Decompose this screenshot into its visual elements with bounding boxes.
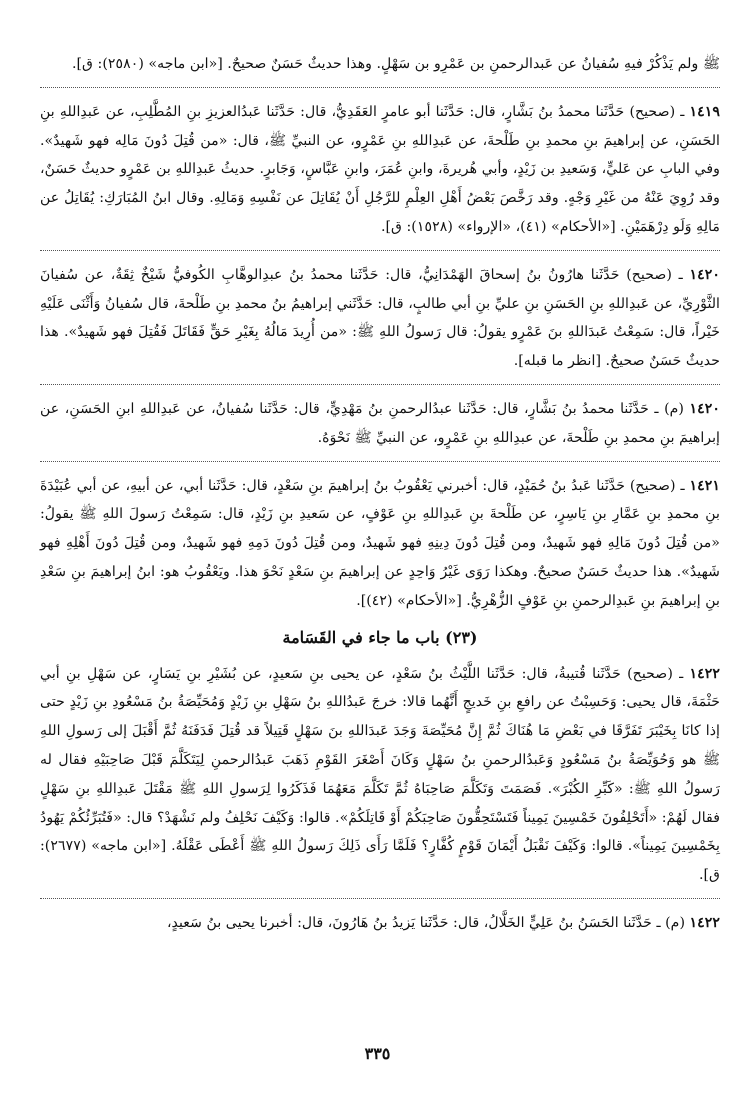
- hadith-1421: ١٤٢١ ـ (صحيح) حَدَّثَنا عَبدُ بنُ حُمَيْدٍ، قال: أخبرني يَعْقُوبُ بنُ إبراهيمَ بنِ سَعْدٍ، قال: حَدَّثَنا أبي، عن أبيهِ، عن أبي عُبَيْدَةَ بنِ محمدِ بنِ عَمَّارِ بنِ يَاسِرٍ، عن طَلْحةَ بنِ عَبدِاللهِ بنِ عَوْفٍ، عن سَعيدِ بنِ زَيْدٍ، قال: سَمِعْتُ رَسولَ اللهِ ﷺ يقولُ: «من قُتِلَ دُونَ مَالِهِ فهو شَهيدٌ، ومن قُتِلَ دُونَ دِينِهِ فهو شَهيدٌ، ومن قُتِلَ دُونَ دَمِهِ فهو شَهيدٌ، ومن قُتِلَ دُونَ أَهْلِهِ فهو شَهيدٌ». هذا حديثٌ حَسَنٌ صحيحٌ. وهكذا رَوَى غَيْرُ وَاحِدٍ عن إبراهيمَ بنِ سَعْدٍ نَحْوَ هذا. ويَعْقُوبُ هو: ابنُ إبراهيمَ بنِ سَعْدِ بنِ إبراهيمَ بنِ عَبدِالرحمنِ بنِ عَوْفٍ الزُّهْرِيُّ. [«الأحكام» (٤٢)].: [40, 477, 720, 609]
- hadith-number: ١٤٢١: [689, 477, 720, 494]
- hadith-number: ١٤٢٠: [689, 266, 721, 283]
- hadith-number: ١٤٢٢: [689, 665, 720, 682]
- hadith-1419: ١٤١٩ ـ (صحيح) حَدَّثَنا محمدُ بنُ بَشَّارٍ، قال: حَدَّثَنا أبو عامرٍ العَقَدِيُّ، قال: حَدَّثَنا عَبدُالعزيزِ بنِ المُطَّلِبِ، عن عَبدِاللهِ بنِ الحَسَنِ، عن إبراهيمَ بنِ محمدِ بنِ طَلْحةَ، عن عَبدِاللهِ بنِ عَمْرٍو، عن النبيِّ ﷺ، قال: «من قُتِلَ دُونَ مَالِه فهو شَهيدٌ». وفي البابِ عن عَليٍّ، وَسَعيدِ بن زَيْدٍ، وأبي هُريرةَ، وابنِ عُمَرَ، وابنِ عَبَّاسٍ، وَجَابرٍ. حديثُ عَبدِاللهِ بن عَمْرٍو حديثٌ حَسَنٌ، وقد رُوِيَ عَنْهُ من غَيْرِ وَجْهٍ. وقد رَخَّصَ بَعْضُ أَهْلِ العِلْمِ للرَّجُلِ أَنْ يُقَاتِلَ عن نَفْسِهِ وَمَالِهِ. وقال ابنُ المُبَارَكِ: يُقَاتِلُ عن مَالِهِ وَلَو دِرْهَمَيْنِ. [«الأحكام» (٤١)، «الإرواء» (١٥٢٨): ق].: [40, 103, 721, 235]
- hadith-1422-m: ١٤٢٢ (م) ـ حَدَّثَنا الحَسَنُ بنُ عَلِيٍّ الخَلَّالُ، قال: حَدَّثَنا يَزيدُ بنُ هَارُونَ، قال: أخبرنا يحيى بنُ سَعيدٍ،: [166, 914, 720, 931]
- hadith-text: حَدَّثَنا قُتيبةُ، قال: حَدَّثَنا اللَّيْثُ بنُ سَعْدٍ، عن يحيى بنِ سَعيدٍ، عن بُشَيْرِ بنِ يَسَارٍ، عن سَهْلِ بنِ أبي حَثْمَةَ، قال يحيى: وَحَسِبْتُ عن رافعِ بنِ خَديجٍ أَنَّهُما قالا: خرجَ عَبدُاللهِ بنُ سَهْلِ بنِ زَيْدٍ وَمُحَيِّصَةُ بنُ مَسْعُودِ بنِ زَيْدٍ حتى إذا كانَا بِخَيْبَرَ تَفَرَّقَا في بَعْضِ مَا هُنَاكَ ثُمَّ إِنَّ مُحَيِّصَةَ وَجَدَ عَبدَاللهِ بنَ سَهْلٍ قَتِيلاً قد قُتِلَ فَدَفَنَهُ ثُمَّ أَقْبَلَ إلى رَسولِ اللهِ ﷺ هو وَحُوَيِّصَةُ بنُ مَسْعُودٍ وَعَبدُالرحمنِ بنُ سَهْلٍ وَكَانَ أَصْغَرَ القَوْمِ ذَهَبَ عَبدُالرحمنِ لِيَتَكَلَّمَ قَبْلَ صَاحِبَيْهِ فقال له رَسولُ اللهِ ﷺ: «كَبِّرِ الكُبْرَ». فَصَمَتَ وَتَكَلَّمَ صَاحِبَاهُ ثُمَّ تَكَلَّمَ مَعَهُمَا فَذَكَرُوا لِرَسولِ اللهِ ﷺ مَقْتَلَ عَبدِاللهِ بنِ سَهْلٍ فقال لَهُمْ: «أَتَحْلِفُونَ خَمْسِينَ يَمِيناً فَتَسْتَحِقُّونَ صَاحِبَكُمْ أَوْ قَاتِلَكُمْ». قالوا: وَكَيْفَ نَحْلِفُ ولم نَشْهَدْ؟ قال: «فَتُبَرِّئُكُمْ يَهُودُ بِخَمْسِينَ يَمِيناً». قالوا: وَكَيْفَ نَقْبَلُ أَيْمَانَ قَوْمٍ كُفَّارٍ؟ فَلَمَّا رَأَى ذَلِكَ رَسولُ اللهِ ﷺ أَعْطَى عَقْلَهُ. [«ابن ماجه» (٢٦٧٧): ق].: [40, 665, 720, 884]
- hadith-text: حَدَّثَنا الحَسَنُ بنُ عَلِيٍّ الخَلَّالُ، قال: حَدَّثَنا يَزيدُ بنُ هَارُونَ، قال: أخبرنا يحيى بنُ سَعيدٍ،: [166, 914, 652, 931]
- page-number: ٣٣٥: [364, 1044, 391, 1063]
- hadith-grade: (م): [664, 400, 684, 417]
- paragraph-text: ﷺ ولم يَذْكُرْ فيهِ سُفيانُ عن عَبدالرحمنِ بن عَمْرِو بن سَهْلٍ. وهذا حديثٌ حَسَنٌ صحيحٌ. [«ابن ماجه» (٢٥٨٠): ق].: [71, 56, 720, 72]
- hadith-number: ١٤٢٠: [689, 400, 720, 417]
- divider: [40, 87, 720, 88]
- hadith-number: ١٤٢٢: [689, 914, 720, 931]
- hadith-text: حَدَّثَنا عَبدُ بنُ حُمَيْدٍ، قال: أخبرني يَعْقُوبُ بنُ إبراهيمَ بنِ سَعْدٍ، قال: حَدَّثَنا أبي، عن أبيهِ، عن أبي عُبَيْدَةَ بنِ محمدِ بنِ عَمَّارِ بنِ يَاسِرٍ، عن طَلْحةَ بنِ عَبدِاللهِ بنِ عَوْفٍ، عن سَعيدِ بنِ زَيْدٍ، قال: سَمِعْتُ رَسولَ اللهِ ﷺ يقولُ: «من قُتِلَ دُونَ مَالِهِ فهو شَهيدٌ، ومن قُتِلَ دُونَ دِينِهِ فهو شَهيدٌ، ومن قُتِلَ دُونَ دَمِهِ فهو شَهيدٌ، ومن قُتِلَ دُونَ أَهْلِهِ فهو شَهيدٌ». هذا حديثٌ حَسَنٌ صحيحٌ. وهكذا رَوَى غَيْرُ وَاحِدٍ عن إبراهيمَ بنِ سَعْدٍ نَحْوَ هذا. ويَعْقُوبُ هو: ابنُ إبراهيمَ بنِ سَعْدِ بنِ إبراهيمَ بنِ عَبدِالرحمنِ بنِ عَوْفٍ الزُّهْرِيُّ. [«الأحكام» (٤٢)].: [40, 477, 720, 609]
- hadith-grade: (صحيح): [626, 266, 672, 283]
- hadith-number: ١٤١٩: [689, 103, 721, 120]
- hadith-1422: ١٤٢٢ ـ (صحيح) حَدَّثَنا قُتيبةُ، قال: حَدَّثَنا اللَّيْثُ بنُ سَعْدٍ، عن يحيى بنِ سَعيدٍ، عن بُشَيْرِ بنِ يَسَارٍ، عن سَهْلِ بنِ أبي حَثْمَةَ، قال يحيى: وَحَسِبْتُ عن رافعِ بنِ خَديجٍ أَنَّهُما قالا: خرجَ عَبدُاللهِ بنُ سَهْلِ بنِ زَيْدٍ وَمُحَيِّصَةُ بنُ مَسْعُودِ بنِ زَيْدٍ حتى إذا كانَا بِخَيْبَرَ تَفَرَّقَا في بَعْضِ مَا هُنَاكَ ثُمَّ إِنَّ مُحَيِّصَةَ وَجَدَ عَبدَاللهِ بنَ سَهْلٍ قَتِيلاً قد قُتِلَ فَدَفَنَهُ ثُمَّ أَقْبَلَ إلى رَسولِ اللهِ ﷺ هو وَحُوَيِّصَةُ بنُ مَسْعُودٍ وَعَبدُالرحمنِ بنُ سَهْلٍ وَكَانَ أَصْغَرَ القَوْمِ ذَهَبَ عَبدُالرحمنِ لِيَتَكَلَّمَ قَبْلَ صَاحِبَيْهِ فقال له رَسولُ اللهِ ﷺ: «كَبِّرِ الكُبْرَ». فَصَمَتَ وَتَكَلَّمَ صَاحِبَاهُ ثُمَّ تَكَلَّمَ مَعَهُمَا فَذَكَرُوا لِرَسولِ اللهِ ﷺ مَقْتَلَ عَبدِاللهِ بنِ سَهْلٍ فقال لَهُمْ: «أَتَحْلِفُونَ خَمْسِينَ يَمِيناً فَتَسْتَحِقُّونَ صَاحِبَكُمْ أَوْ قَاتِلَكُمْ». قالوا: وَكَيْفَ نَحْلِفُ ولم نَشْهَدْ؟ قال: «فَتُبَرِّئُكُمْ يَهُودُ بِخَمْسِينَ يَمِيناً». قالوا: وَكَيْفَ نَقْبَلُ أَيْمَانَ قَوْمٍ كُفَّارٍ؟ فَلَمَّا رَأَى ذَلِكَ رَسولُ اللهِ ﷺ أَعْطَى عَقْلَهُ. [«ابن ماجه» (٢٦٧٧): ق].: [40, 665, 720, 884]
- divider: [40, 250, 720, 251]
- hadith-text: حَدَّثَنا محمدُ بنُ بَشَّارٍ، قال: حَدَّثَنا عبدُالرحمنِ بنُ مَهْدِيٍّ، قال: حَدَّثَنا سُفيانُ، عن عَبدِاللهِ ابنِ الحَسَنِ، عن إبراهيمَ بنِ محمدِ بنِ طَلْحةَ، عن عبدِاللهِ بنِ عَمْرٍو، عن النبيِّ ﷺ نَحْوَهُ.: [40, 400, 720, 446]
- hadith-grade: (صحيح): [627, 665, 673, 682]
- hadith-1420: ١٤٢٠ ـ (صحيح) حَدَّثَنا هارُونُ بنُ إسحاقَ الهَمْدَانِيُّ، قال: حَدَّثَنا محمدُ بنُ عبدِالوهَّابِ الكُوفيُّ شَيْخٌ ثِقَةٌ، عن سُفيانَ الثَّوْرِيِّ، عن عَبدِاللهِ بنِ الحَسَنِ بنِ عليِّ بنِ أبي طالبٍ، قال: حَدَّثَني إبراهيمُ بنُ محمدِ بنِ طَلْحةَ، قال سُفيانُ وَأَثْنَى عَلَيْهِ خَيْراً، قال: سَمِعْتُ عَبدَاللهِ بنَ عَمْرٍو يقولُ: قال رَسولُ اللهِ ﷺ: «من أُرِيدَ مَالُهُ بِغَيْرِ حَقٍّ فَقَاتَلَ فَقُتِلَ فهو شَهيدٌ». هذا حديثٌ حَسَنٌ صحيحٌ. [انظر ما قبله].: [40, 266, 721, 370]
- page-body: [40, 50, 720, 946]
- paragraph-continuation: [40, 50, 720, 79]
- divider: [40, 898, 720, 899]
- hadith-grade: (صحيح): [629, 103, 676, 120]
- hadith-text: حَدَّثَنا محمدُ بنُ بَشَّارٍ، قال: حَدَّثَنا أبو عامرٍ العَقَدِيُّ، قال: حَدَّثَنا عَبدُالعزيزِ بنِ المُطَّلِبِ، عن عَبدِاللهِ بنِ الحَسَنِ، عن إبراهيمَ بنِ محمدِ بنِ طَلْحةَ، عن عَبدِاللهِ بنِ عَمْرٍو، عن النبيِّ ﷺ، قال: «من قُتِلَ دُونَ مَالِه فهو شَهيدٌ». وفي البابِ عن عَليٍّ، وَسَعيدِ بن زَيْدٍ، وأبي هُريرةَ، وابنِ عُمَرَ، وابنِ عَبَّاسٍ، وَجَابرٍ. حديثُ عَبدِاللهِ بن عَمْرٍو حديثٌ حَسَنٌ، وقد رُوِيَ عَنْهُ من غَيْرِ وَجْهٍ. وقد رَخَّصَ بَعْضُ أَهْلِ العِلْمِ للرَّجُلِ أَنْ يُقَاتِلَ عن نَفْسِهِ وَمَالِهِ. وقال ابنُ المُبَارَكِ: يُقَاتِلُ عن مَالِهِ وَلَو دِرْهَمَيْنِ. [«الأحكام» (٤١)، «الإرواء» (١٥٢٨): ق].: [40, 103, 720, 235]
- hadith-grade: (صحيح): [629, 477, 676, 494]
- chapter-title: (٢٣) باب ما جاء في القَسَامة: [282, 627, 478, 647]
- divider: [40, 384, 720, 385]
- hadith-grade: (م): [665, 914, 685, 931]
- divider: [40, 461, 720, 462]
- hadith-1420-m: ١٤٢٠ (م) ـ حَدَّثَنا محمدُ بنُ بَشَّارٍ، قال: حَدَّثَنا عبدُالرحمنِ بنُ مَهْدِيٍّ، قال: حَدَّثَنا سُفيانُ، عن عَبدِاللهِ ابنِ الحَسَنِ، عن إبراهيمَ بنِ محمدِ بنِ طَلْحةَ، عن عبدِاللهِ بنِ عَمْرٍو، عن النبيِّ ﷺ نَحْوَهُ.: [40, 400, 720, 446]
- hadith-text: حَدَّثَنا هارُونُ بنُ إسحاقَ الهَمْدَانِيُّ، قال: حَدَّثَنا محمدُ بنُ عبدِالوهَّابِ الكُوفيُّ شَيْخٌ ثِقَةٌ، عن سُفيانَ الثَّوْرِيِّ، عن عَبدِاللهِ بنِ الحَسَنِ بنِ عليِّ بنِ أبي طالبٍ، قال: حَدَّثَني إبراهيمُ بنُ محمدِ بنِ طَلْحةَ، قال سُفيانُ وَأَثْنَى عَلَيْهِ خَيْراً، قال: سَمِعْتُ عَبدَاللهِ بنَ عَمْرٍو يقولُ: قال رَسولُ اللهِ ﷺ: «من أُرِيدَ مَالُهُ بِغَيْرِ حَقٍّ فَقَاتَلَ فَقُتِلَ فهو شَهيدٌ». هذا حديثٌ حَسَنٌ صحيحٌ. [انظر ما قبله].: [40, 266, 720, 370]
